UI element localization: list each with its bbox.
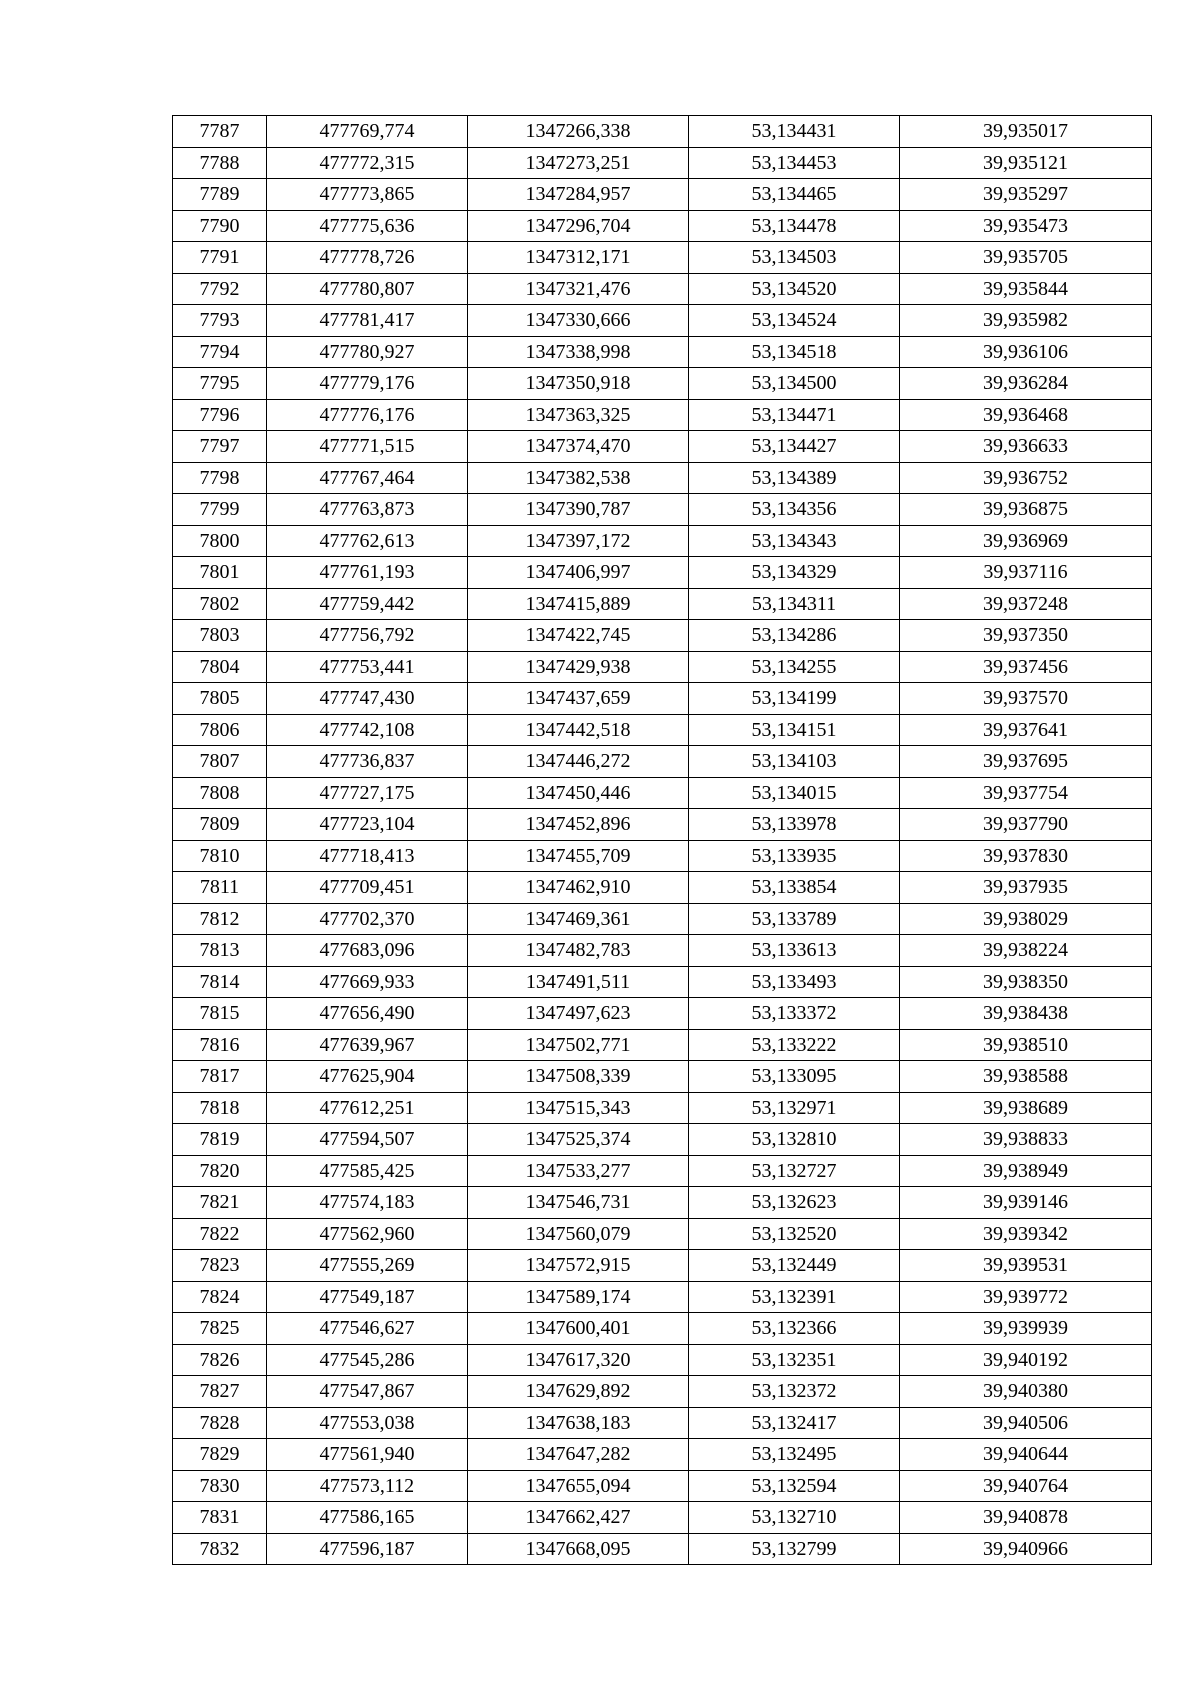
table-row [173, 1376, 1152, 1408]
coordinates-table-body [173, 116, 1152, 1565]
longitude-cell: 39,938438 [900, 998, 1152, 1030]
point-number-cell: 7797 [173, 431, 267, 463]
y-coordinate-cell: 1347469,361 [468, 903, 689, 935]
x-coordinate-cell: 477718,413 [267, 840, 468, 872]
y-coordinate-cell: 1347442,518 [468, 714, 689, 746]
latitude-cell: 53,134103 [689, 746, 900, 778]
x-coordinate-cell: 477709,451 [267, 872, 468, 904]
y-coordinate-cell: 1347437,659 [468, 683, 689, 715]
table-row [173, 1155, 1152, 1187]
x-coordinate-cell: 477736,837 [267, 746, 468, 778]
latitude-cell: 53,133222 [689, 1029, 900, 1061]
point-number-cell: 7829 [173, 1439, 267, 1471]
latitude-cell: 53,132495 [689, 1439, 900, 1471]
longitude-cell: 39,938588 [900, 1061, 1152, 1093]
latitude-cell: 53,133493 [689, 966, 900, 998]
y-coordinate-cell: 1347374,470 [468, 431, 689, 463]
x-coordinate-cell: 477780,807 [267, 273, 468, 305]
point-number-cell: 7809 [173, 809, 267, 841]
point-number-cell: 7828 [173, 1407, 267, 1439]
x-coordinate-cell: 477586,165 [267, 1502, 468, 1534]
longitude-cell: 39,940380 [900, 1376, 1152, 1408]
longitude-cell: 39,937754 [900, 777, 1152, 809]
longitude-cell: 39,938224 [900, 935, 1152, 967]
longitude-cell: 39,940764 [900, 1470, 1152, 1502]
table-row [173, 147, 1152, 179]
longitude-cell: 39,938350 [900, 966, 1152, 998]
y-coordinate-cell: 1347284,957 [468, 179, 689, 211]
x-coordinate-cell: 477702,370 [267, 903, 468, 935]
x-coordinate-cell: 477669,933 [267, 966, 468, 998]
table-row [173, 1407, 1152, 1439]
x-coordinate-cell: 477753,441 [267, 651, 468, 683]
table-row [173, 557, 1152, 589]
x-coordinate-cell: 477772,315 [267, 147, 468, 179]
x-coordinate-cell: 477780,927 [267, 336, 468, 368]
longitude-cell: 39,936875 [900, 494, 1152, 526]
latitude-cell: 53,134255 [689, 651, 900, 683]
latitude-cell: 53,132810 [689, 1124, 900, 1156]
table-row [173, 399, 1152, 431]
y-coordinate-cell: 1347446,272 [468, 746, 689, 778]
point-number-cell: 7794 [173, 336, 267, 368]
latitude-cell: 53,134431 [689, 116, 900, 148]
latitude-cell: 53,133372 [689, 998, 900, 1030]
y-coordinate-cell: 1347647,282 [468, 1439, 689, 1471]
table-row [173, 116, 1152, 148]
longitude-cell: 39,937570 [900, 683, 1152, 715]
longitude-cell: 39,939342 [900, 1218, 1152, 1250]
point-number-cell: 7826 [173, 1344, 267, 1376]
y-coordinate-cell: 1347600,401 [468, 1313, 689, 1345]
longitude-cell: 39,940192 [900, 1344, 1152, 1376]
longitude-cell: 39,939146 [900, 1187, 1152, 1219]
x-coordinate-cell: 477549,187 [267, 1281, 468, 1313]
longitude-cell: 39,939939 [900, 1313, 1152, 1345]
longitude-cell: 39,937830 [900, 840, 1152, 872]
y-coordinate-cell: 1347462,910 [468, 872, 689, 904]
x-coordinate-cell: 477742,108 [267, 714, 468, 746]
latitude-cell: 53,132710 [689, 1502, 900, 1534]
point-number-cell: 7830 [173, 1470, 267, 1502]
point-number-cell: 7790 [173, 210, 267, 242]
x-coordinate-cell: 477759,442 [267, 588, 468, 620]
x-coordinate-cell: 477546,627 [267, 1313, 468, 1345]
y-coordinate-cell: 1347312,171 [468, 242, 689, 274]
point-number-cell: 7818 [173, 1092, 267, 1124]
point-number-cell: 7820 [173, 1155, 267, 1187]
latitude-cell: 53,134465 [689, 179, 900, 211]
table-row [173, 368, 1152, 400]
longitude-cell: 39,940878 [900, 1502, 1152, 1534]
point-number-cell: 7817 [173, 1061, 267, 1093]
point-number-cell: 7819 [173, 1124, 267, 1156]
latitude-cell: 53,132417 [689, 1407, 900, 1439]
x-coordinate-cell: 477775,636 [267, 210, 468, 242]
point-number-cell: 7831 [173, 1502, 267, 1534]
y-coordinate-cell: 1347629,892 [468, 1376, 689, 1408]
y-coordinate-cell: 1347406,997 [468, 557, 689, 589]
y-coordinate-cell: 1347617,320 [468, 1344, 689, 1376]
table-row [173, 840, 1152, 872]
x-coordinate-cell: 477547,867 [267, 1376, 468, 1408]
x-coordinate-cell: 477773,865 [267, 179, 468, 211]
x-coordinate-cell: 477562,960 [267, 1218, 468, 1250]
longitude-cell: 39,935297 [900, 179, 1152, 211]
x-coordinate-cell: 477776,176 [267, 399, 468, 431]
latitude-cell: 53,132391 [689, 1281, 900, 1313]
x-coordinate-cell: 477767,464 [267, 462, 468, 494]
x-coordinate-cell: 477761,193 [267, 557, 468, 589]
table-row [173, 588, 1152, 620]
table-row [173, 966, 1152, 998]
x-coordinate-cell: 477612,251 [267, 1092, 468, 1124]
table-row [173, 1439, 1152, 1471]
table-row [173, 273, 1152, 305]
longitude-cell: 39,937641 [900, 714, 1152, 746]
table-row [173, 242, 1152, 274]
table-row [173, 903, 1152, 935]
y-coordinate-cell: 1347350,918 [468, 368, 689, 400]
point-number-cell: 7815 [173, 998, 267, 1030]
x-coordinate-cell: 477555,269 [267, 1250, 468, 1282]
point-number-cell: 7814 [173, 966, 267, 998]
point-number-cell: 7787 [173, 116, 267, 148]
point-number-cell: 7816 [173, 1029, 267, 1061]
y-coordinate-cell: 1347508,339 [468, 1061, 689, 1093]
point-number-cell: 7796 [173, 399, 267, 431]
y-coordinate-cell: 1347525,374 [468, 1124, 689, 1156]
latitude-cell: 53,134015 [689, 777, 900, 809]
longitude-cell: 39,936752 [900, 462, 1152, 494]
longitude-cell: 39,938029 [900, 903, 1152, 935]
point-number-cell: 7807 [173, 746, 267, 778]
table-row [173, 809, 1152, 841]
table-row [173, 1061, 1152, 1093]
latitude-cell: 53,134503 [689, 242, 900, 274]
longitude-cell: 39,937248 [900, 588, 1152, 620]
y-coordinate-cell: 1347452,896 [468, 809, 689, 841]
longitude-cell: 39,935982 [900, 305, 1152, 337]
longitude-cell: 39,935473 [900, 210, 1152, 242]
point-number-cell: 7803 [173, 620, 267, 652]
y-coordinate-cell: 1347668,095 [468, 1533, 689, 1565]
table-row [173, 1092, 1152, 1124]
latitude-cell: 53,134518 [689, 336, 900, 368]
y-coordinate-cell: 1347266,338 [468, 116, 689, 148]
table-row [173, 651, 1152, 683]
latitude-cell: 53,134471 [689, 399, 900, 431]
x-coordinate-cell: 477683,096 [267, 935, 468, 967]
y-coordinate-cell: 1347415,889 [468, 588, 689, 620]
latitude-cell: 53,132449 [689, 1250, 900, 1282]
latitude-cell: 53,133095 [689, 1061, 900, 1093]
y-coordinate-cell: 1347397,172 [468, 525, 689, 557]
latitude-cell: 53,132372 [689, 1376, 900, 1408]
longitude-cell: 39,938949 [900, 1155, 1152, 1187]
x-coordinate-cell: 477779,176 [267, 368, 468, 400]
x-coordinate-cell: 477545,286 [267, 1344, 468, 1376]
y-coordinate-cell: 1347546,731 [468, 1187, 689, 1219]
latitude-cell: 53,134478 [689, 210, 900, 242]
y-coordinate-cell: 1347330,666 [468, 305, 689, 337]
y-coordinate-cell: 1347422,745 [468, 620, 689, 652]
point-number-cell: 7788 [173, 147, 267, 179]
x-coordinate-cell: 477762,613 [267, 525, 468, 557]
point-number-cell: 7824 [173, 1281, 267, 1313]
longitude-cell: 39,939531 [900, 1250, 1152, 1282]
x-coordinate-cell: 477625,904 [267, 1061, 468, 1093]
longitude-cell: 39,935121 [900, 147, 1152, 179]
latitude-cell: 53,134356 [689, 494, 900, 526]
y-coordinate-cell: 1347638,183 [468, 1407, 689, 1439]
y-coordinate-cell: 1347390,787 [468, 494, 689, 526]
table-row [173, 431, 1152, 463]
table-row [173, 210, 1152, 242]
table-row [173, 1187, 1152, 1219]
longitude-cell: 39,938689 [900, 1092, 1152, 1124]
longitude-cell: 39,936969 [900, 525, 1152, 557]
latitude-cell: 53,133854 [689, 872, 900, 904]
y-coordinate-cell: 1347589,174 [468, 1281, 689, 1313]
table-row [173, 494, 1152, 526]
longitude-cell: 39,935705 [900, 242, 1152, 274]
latitude-cell: 53,132971 [689, 1092, 900, 1124]
table-row [173, 935, 1152, 967]
table-row [173, 1281, 1152, 1313]
x-coordinate-cell: 477723,104 [267, 809, 468, 841]
point-number-cell: 7801 [173, 557, 267, 589]
y-coordinate-cell: 1347491,511 [468, 966, 689, 998]
y-coordinate-cell: 1347429,938 [468, 651, 689, 683]
longitude-cell: 39,937116 [900, 557, 1152, 589]
x-coordinate-cell: 477756,792 [267, 620, 468, 652]
point-number-cell: 7806 [173, 714, 267, 746]
x-coordinate-cell: 477553,038 [267, 1407, 468, 1439]
latitude-cell: 53,134329 [689, 557, 900, 589]
point-number-cell: 7804 [173, 651, 267, 683]
latitude-cell: 53,133789 [689, 903, 900, 935]
table-row [173, 998, 1152, 1030]
y-coordinate-cell: 1347560,079 [468, 1218, 689, 1250]
table-row [173, 683, 1152, 715]
y-coordinate-cell: 1347572,915 [468, 1250, 689, 1282]
point-number-cell: 7832 [173, 1533, 267, 1565]
table-row [173, 620, 1152, 652]
x-coordinate-cell: 477585,425 [267, 1155, 468, 1187]
table-row [173, 1313, 1152, 1345]
latitude-cell: 53,134199 [689, 683, 900, 715]
y-coordinate-cell: 1347662,427 [468, 1502, 689, 1534]
y-coordinate-cell: 1347450,446 [468, 777, 689, 809]
table-row [173, 777, 1152, 809]
coordinates-table [172, 115, 1152, 1565]
longitude-cell: 39,935017 [900, 116, 1152, 148]
point-number-cell: 7825 [173, 1313, 267, 1345]
longitude-cell: 39,937350 [900, 620, 1152, 652]
table-row [173, 1250, 1152, 1282]
point-number-cell: 7808 [173, 777, 267, 809]
x-coordinate-cell: 477769,774 [267, 116, 468, 148]
longitude-cell: 39,937695 [900, 746, 1152, 778]
point-number-cell: 7810 [173, 840, 267, 872]
table-row [173, 1124, 1152, 1156]
latitude-cell: 53,134343 [689, 525, 900, 557]
latitude-cell: 53,133935 [689, 840, 900, 872]
table-row [173, 525, 1152, 557]
latitude-cell: 53,132594 [689, 1470, 900, 1502]
latitude-cell: 53,133613 [689, 935, 900, 967]
y-coordinate-cell: 1347497,623 [468, 998, 689, 1030]
point-number-cell: 7805 [173, 683, 267, 715]
longitude-cell: 39,940966 [900, 1533, 1152, 1565]
longitude-cell: 39,939772 [900, 1281, 1152, 1313]
point-number-cell: 7823 [173, 1250, 267, 1282]
table-row [173, 462, 1152, 494]
table-row [173, 746, 1152, 778]
table-row [173, 336, 1152, 368]
x-coordinate-cell: 477763,873 [267, 494, 468, 526]
point-number-cell: 7792 [173, 273, 267, 305]
table-row [173, 872, 1152, 904]
x-coordinate-cell: 477747,430 [267, 683, 468, 715]
longitude-cell: 39,936633 [900, 431, 1152, 463]
latitude-cell: 53,134524 [689, 305, 900, 337]
latitude-cell: 53,132799 [689, 1533, 900, 1565]
y-coordinate-cell: 1347338,998 [468, 336, 689, 368]
latitude-cell: 53,132351 [689, 1344, 900, 1376]
x-coordinate-cell: 477594,507 [267, 1124, 468, 1156]
x-coordinate-cell: 477574,183 [267, 1187, 468, 1219]
latitude-cell: 53,134453 [689, 147, 900, 179]
table-row [173, 1470, 1152, 1502]
y-coordinate-cell: 1347502,771 [468, 1029, 689, 1061]
x-coordinate-cell: 477596,187 [267, 1533, 468, 1565]
x-coordinate-cell: 477781,417 [267, 305, 468, 337]
longitude-cell: 39,940644 [900, 1439, 1152, 1471]
y-coordinate-cell: 1347321,476 [468, 273, 689, 305]
x-coordinate-cell: 477639,967 [267, 1029, 468, 1061]
latitude-cell: 53,134151 [689, 714, 900, 746]
x-coordinate-cell: 477573,112 [267, 1470, 468, 1502]
y-coordinate-cell: 1347273,251 [468, 147, 689, 179]
y-coordinate-cell: 1347296,704 [468, 210, 689, 242]
point-number-cell: 7822 [173, 1218, 267, 1250]
x-coordinate-cell: 477778,726 [267, 242, 468, 274]
latitude-cell: 53,134286 [689, 620, 900, 652]
latitude-cell: 53,134427 [689, 431, 900, 463]
x-coordinate-cell: 477561,940 [267, 1439, 468, 1471]
latitude-cell: 53,134389 [689, 462, 900, 494]
table-row [173, 1502, 1152, 1534]
point-number-cell: 7789 [173, 179, 267, 211]
latitude-cell: 53,132520 [689, 1218, 900, 1250]
y-coordinate-cell: 1347655,094 [468, 1470, 689, 1502]
y-coordinate-cell: 1347455,709 [468, 840, 689, 872]
table-row [173, 305, 1152, 337]
point-number-cell: 7827 [173, 1376, 267, 1408]
point-number-cell: 7799 [173, 494, 267, 526]
point-number-cell: 7813 [173, 935, 267, 967]
latitude-cell: 53,132623 [689, 1187, 900, 1219]
latitude-cell: 53,134500 [689, 368, 900, 400]
latitude-cell: 53,132366 [689, 1313, 900, 1345]
point-number-cell: 7798 [173, 462, 267, 494]
table-row [173, 714, 1152, 746]
latitude-cell: 53,134311 [689, 588, 900, 620]
longitude-cell: 39,938510 [900, 1029, 1152, 1061]
latitude-cell: 53,134520 [689, 273, 900, 305]
x-coordinate-cell: 477727,175 [267, 777, 468, 809]
longitude-cell: 39,936284 [900, 368, 1152, 400]
longitude-cell: 39,936468 [900, 399, 1152, 431]
y-coordinate-cell: 1347515,343 [468, 1092, 689, 1124]
table-row [173, 1533, 1152, 1565]
y-coordinate-cell: 1347482,783 [468, 935, 689, 967]
y-coordinate-cell: 1347363,325 [468, 399, 689, 431]
longitude-cell: 39,937456 [900, 651, 1152, 683]
point-number-cell: 7793 [173, 305, 267, 337]
point-number-cell: 7802 [173, 588, 267, 620]
longitude-cell: 39,935844 [900, 273, 1152, 305]
point-number-cell: 7795 [173, 368, 267, 400]
point-number-cell: 7811 [173, 872, 267, 904]
longitude-cell: 39,940506 [900, 1407, 1152, 1439]
table-row [173, 1029, 1152, 1061]
point-number-cell: 7821 [173, 1187, 267, 1219]
y-coordinate-cell: 1347382,538 [468, 462, 689, 494]
table-row [173, 1344, 1152, 1376]
latitude-cell: 53,133978 [689, 809, 900, 841]
x-coordinate-cell: 477771,515 [267, 431, 468, 463]
y-coordinate-cell: 1347533,277 [468, 1155, 689, 1187]
point-number-cell: 7812 [173, 903, 267, 935]
point-number-cell: 7791 [173, 242, 267, 274]
x-coordinate-cell: 477656,490 [267, 998, 468, 1030]
longitude-cell: 39,937935 [900, 872, 1152, 904]
longitude-cell: 39,937790 [900, 809, 1152, 841]
longitude-cell: 39,938833 [900, 1124, 1152, 1156]
latitude-cell: 53,132727 [689, 1155, 900, 1187]
table-row [173, 1218, 1152, 1250]
point-number-cell: 7800 [173, 525, 267, 557]
longitude-cell: 39,936106 [900, 336, 1152, 368]
table-row [173, 179, 1152, 211]
